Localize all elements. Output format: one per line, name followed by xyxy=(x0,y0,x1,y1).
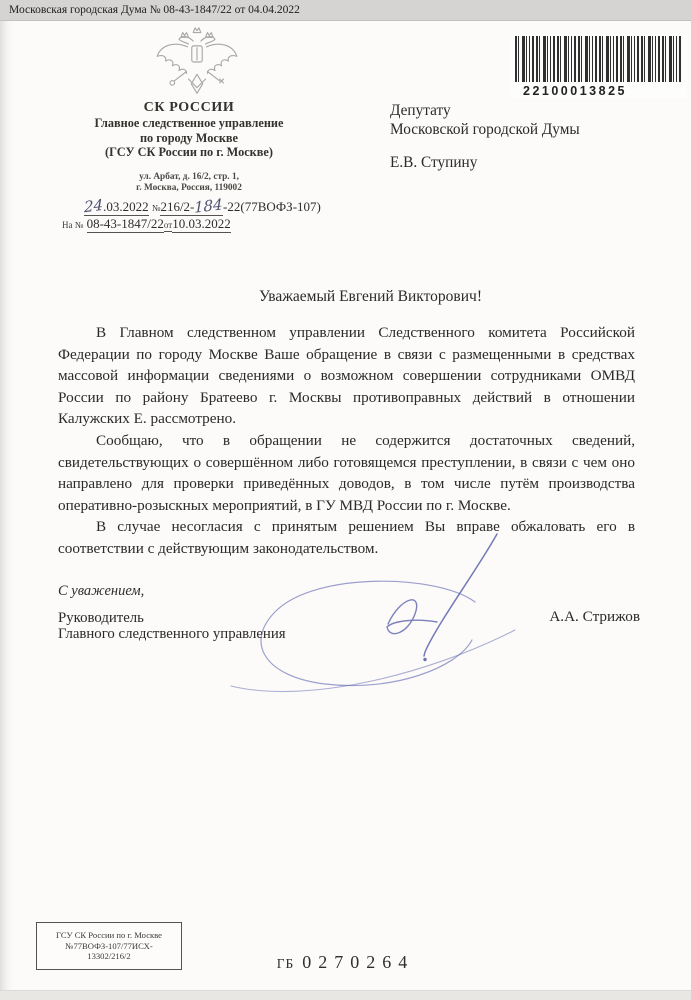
letterhead-dept-line1: Главное следственное управление xyxy=(94,116,284,130)
stamp-line2: №77ВОФЗ-107/77ИСХ- xyxy=(65,940,153,951)
letter-body xyxy=(58,288,635,643)
body-paragraph-3: В случае несогласия с принятым решением Вы вправе обжаловать его в соответствии с действующим законодательством. xyxy=(58,518,635,557)
letterhead xyxy=(38,100,340,195)
letterhead-address-line1: ул. Арбат, д. 16/2, стр. 1, xyxy=(139,171,239,182)
signer-title-line1: Руководитель xyxy=(58,609,144,626)
closing-regards: С уважением, xyxy=(58,582,145,599)
signer-name: А.А. Стрижов xyxy=(549,608,640,625)
letterhead-address-line2: г. Москва, Россия, 119002 xyxy=(136,183,242,193)
scan-header-text: Московская городская Дума № 08-43-1847/22 от 04.04.2022 xyxy=(9,4,300,16)
signer-title-line2: Главного следственного управления xyxy=(58,626,286,643)
stamp-line3: 13302/216/2 xyxy=(87,951,131,962)
reply-date: 10.03.2022 xyxy=(172,216,231,231)
recipient-name: Е.В. Ступину xyxy=(390,154,478,171)
stamp-line1: ГСУ СК России по г. Москве xyxy=(55,929,162,940)
recipient-line1: Депутату xyxy=(390,102,451,119)
number-sign: № xyxy=(151,203,161,213)
form-serial-number xyxy=(0,952,691,973)
recipient-line2: Московской городской Думы xyxy=(390,121,580,138)
barcode xyxy=(511,34,687,98)
reply-from-label: от xyxy=(163,220,173,230)
letterhead-dept-line2: по городу Москве xyxy=(139,130,239,145)
form-serial-prefix: ГБ xyxy=(276,956,295,971)
letterhead-org-name: СК РОССИИ xyxy=(143,100,235,115)
reply-label: На № xyxy=(62,220,84,230)
scan-bottom-strip xyxy=(0,990,691,1000)
letterhead-dept-line3: (ГСУ СК России по г. Москве) xyxy=(105,145,273,159)
reply-to-line xyxy=(62,216,372,232)
salutation: Уважаемый Евгений Викторович! xyxy=(258,288,482,305)
double-headed-eagle-icon xyxy=(149,25,245,99)
barcode-number: 22100013825 xyxy=(523,84,627,98)
barcode-bars-icon xyxy=(515,36,683,82)
recipient-block xyxy=(390,101,580,172)
date-rest: .03.2022 xyxy=(103,199,149,214)
body-paragraph-1: В Главном следственном управлении Следственного комитета Российской Федерации по городу Москве Ваше обращение в связи с размещенными в средствах массовой информации сведениями о возможном совершении сотрудниками ОМВД России по району Братеево г. Москвы противоправных действий в отношении Калужских Е. рассмотрено. xyxy=(58,324,635,428)
reference-block xyxy=(62,197,372,232)
outgoing-number-pre: 216/2- xyxy=(160,199,195,214)
handwritten-number: 184 xyxy=(194,195,224,217)
scan-header-bar xyxy=(0,0,691,21)
handwritten-date-day: 24 xyxy=(83,195,104,217)
outgoing-number-line xyxy=(62,197,372,215)
letterhead-address xyxy=(38,172,340,195)
body-paragraph-2: Сообщаю, что в обращении не содержится достаточных сведений, свидетельствующих о совершённом либо готовящемся преступлении, в связи с чем оно направлено для проверки приведённых доводов, в том числе путём производства оперативно-розыскных мероприятий, в ГУ МВД России по г. Москве. xyxy=(58,431,635,514)
form-serial-digits: 0270264 xyxy=(302,952,415,972)
outgoing-number-post: -22(77ВОФЗ-107) xyxy=(223,199,321,214)
reply-number: 08-43-1847/22 xyxy=(86,216,164,231)
